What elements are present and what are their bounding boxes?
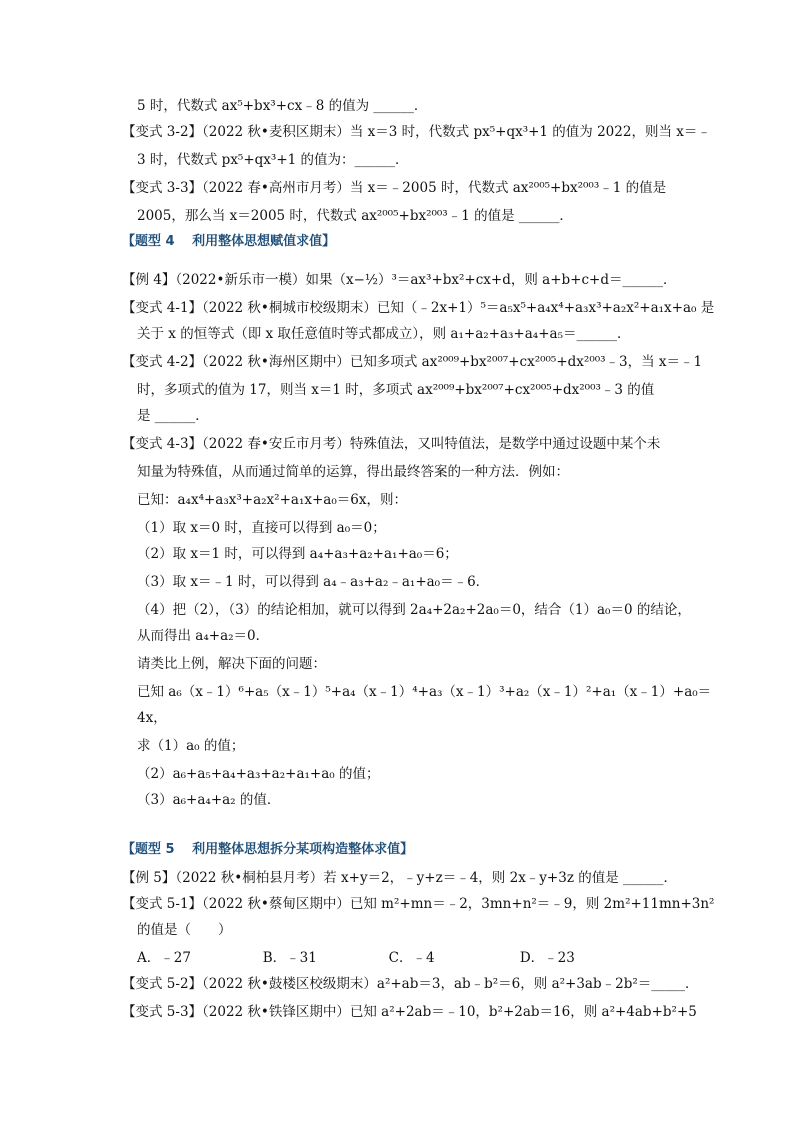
text-line: 【变式 3-3】（2022 春•高州市月考）当 x＝﹣2005 时，代数式 ax²⁰⁰⁵+bx²⁰⁰³﹣1 的值是 (122, 180, 667, 196)
text-line: 的值是（ ） (137, 922, 232, 938)
text-line: 从而得出 a₄+a₂＝0． (137, 628, 270, 644)
text-line: A．﹣27 B．﹣31 C．﹣4 D．﹣23 (137, 950, 575, 966)
text-line: 2005，那么当 x＝2005 时，代数式 ax²⁰⁰⁵+bx²⁰⁰³﹣1 的值是 ______． (137, 208, 573, 224)
text-line: 关于 x 的恒等式（即 x 取任意值时等式都成立），则 a₁+a₂+a₃+a₄+a₅＝______． (137, 326, 631, 342)
text-line: 【变式 5-1】（2022 秋•蔡甸区期中）已知 m²+mn＝﹣2，3mn+n²＝﹣9，则 2m²+11mn+3n² (122, 896, 715, 912)
text-line: 4x， (137, 710, 167, 726)
text-line: 【变式 4-2】（2022 秋•海州区期中）已知多项式 ax²⁰⁰⁹+bx²⁰⁰⁷+cx²⁰⁰⁵+dx²⁰⁰³﹣3，当 x＝﹣1 (122, 354, 703, 370)
text-line: （1）取 x＝0 时，直接可以得到 a₀＝0； (137, 520, 386, 536)
text-line: 已知 a₆（x﹣1）⁶+a₅（x﹣1）⁵+a₄（x﹣1）⁴+a₃（x﹣1）³+a₂（x﹣1）²+a₁（x﹣1）+a₀＝ (137, 684, 712, 700)
text-line: 【变式 5-2】（2022 秋•鼓楼区校级期末）a²+ab＝3，ab﹣b²＝6，则 a²+3ab﹣2b²＝_____． (122, 976, 699, 992)
text-line: 【变式 5-3】（2022 秋•铁锋区期中）已知 a²+2ab＝﹣10，b²+2ab＝16，则 a²+4ab+b²+5 (122, 1004, 697, 1020)
text-line: 是 ______． (137, 408, 209, 424)
text-line: 已知：a₄x⁴+a₃x³+a₂x²+a₁x+a₀＝6x，则： (137, 492, 407, 508)
text-line: 请类比上例，解决下面的问题： (137, 656, 326, 672)
text-line: 3 时，代数式 px⁵+qx³+1 的值为：______． (137, 152, 409, 168)
text-line: （2）a₆+a₅+a₄+a₃+a₂+a₁+a₀ 的值； (137, 766, 380, 782)
text-line: 【例 5】（2022 秋•桐柏县月考）若 x+y＝2，﹣y+z＝﹣4，则 2x﹣y+3z 的值是 ______． (122, 870, 678, 886)
text-line: （3）a₆+a₄+a₂ 的值． (137, 792, 281, 808)
text-line: （4）把（2），（3）的结论相加，就可以得到 2a₄+2a₂+2a₀＝0，结合（1）a₀＝0 的结论， (137, 602, 691, 618)
text-line: 【变式 3-2】（2022 秋•麦积区期末）当 x＝3 时，代数式 px⁵+qx³+1 的值为 2022，则当 x＝﹣ (122, 124, 711, 140)
text-line: 求（1）a₀ 的值； (137, 738, 245, 754)
section-heading: 【题型 4 利用整体思想赋值求值】 (122, 234, 336, 249)
text-line: 知量为特殊值，从而通过简单的运算，得出最终答案的一种方法．例如： (137, 464, 569, 480)
text-line: 时，多项式的值为 17，则当 x＝1 时，多项式 ax²⁰⁰⁹+bx²⁰⁰⁷+cx²⁰⁰⁵+dx²⁰⁰³﹣3 的值 (137, 382, 655, 398)
section-heading: 【题型 5 利用整体思想拆分某项构造整体求值】 (122, 842, 414, 857)
text-line: 5 时，代数式 ax⁵+bx³+cx﹣8 的值为 ______． (137, 98, 428, 114)
text-line: 【变式 4-3】（2022 春•安丘市月考）特殊值法，又叫特值法，是数学中通过设题中某个未 (122, 436, 661, 452)
text-line: 【例 4】（2022•新乐市一模）如果（x−½）³＝ax³+bx²+cx+d，则 a+b+c+d＝______． (122, 272, 677, 288)
text-line: （2）取 x＝1 时，可以得到 a₄+a₃+a₂+a₁+a₀＝6； (137, 546, 458, 562)
text-line: （3）取 x＝﹣1 时，可以得到 a₄﹣a₃+a₂﹣a₁+a₀＝﹣6． (137, 574, 490, 590)
text-line: 【变式 4-1】（2022 秋•桐城市校级期末）已知（﹣2x+1）⁵＝a₅x⁵+a₄x⁴+a₃x³+a₂x²+a₁x+a₀ 是 (122, 300, 715, 316)
